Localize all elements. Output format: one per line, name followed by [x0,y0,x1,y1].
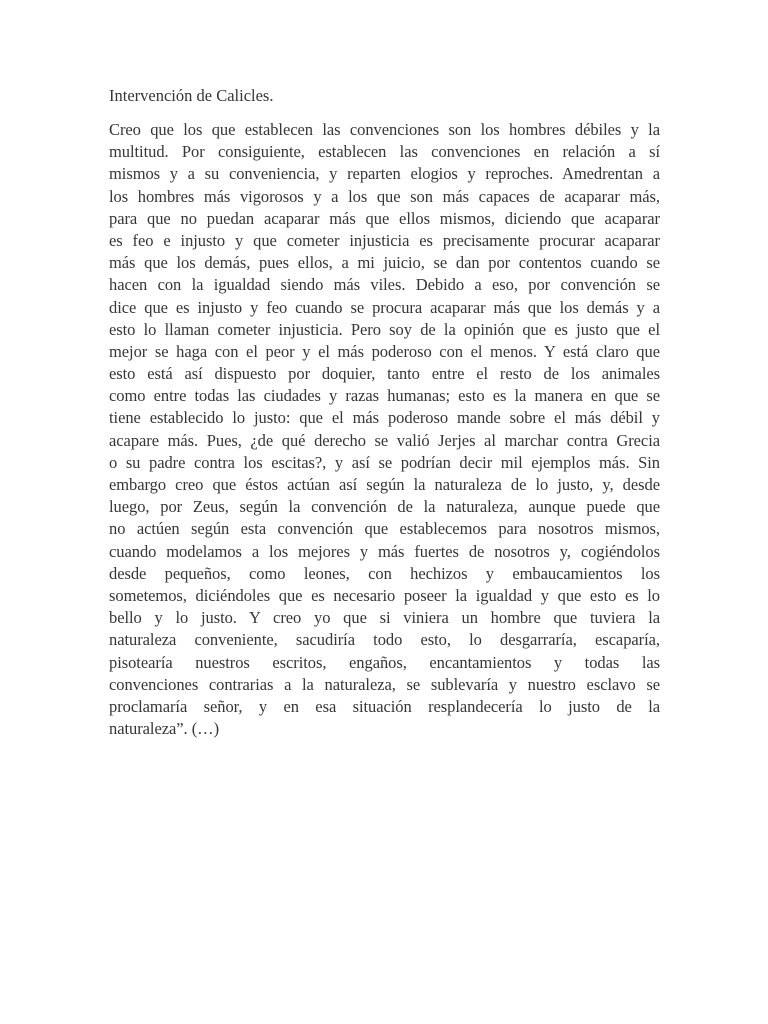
paragraph-line: naturaleza conveniente, sacudiría todo esto, lo desgarraría, escaparía, [109,630,660,650]
paragraph-line: desde pequeños, como leones, con hechizos y embaucamientos los [109,563,660,583]
paragraph-line: proclamaría señor, y en esa situación resplandecería lo justo de la [109,696,660,716]
paragraph-line: es feo e injusto y que cometer injusticia es precisamente procurar acaparar [109,230,660,250]
paragraph-line: los hombres más vigorosos y a los que son más capaces de acaparar más, [109,186,660,206]
paragraph-line: Creo que los que establecen las convenciones son los hombres débiles y la [109,120,660,139]
paragraph-line: esto está así dispuesto por doquier, tanto entre el resto de los animales [109,364,660,384]
paragraph-line: sometemos, diciéndoles que es necesario poseer la igualdad y que esto es lo [109,585,660,605]
paragraph-line: convenciones contrarias a la naturaleza, se sublevaría y nuestro esclavo se [109,674,660,694]
paragraph-line: cuando modelamos a los mejores y más fuertes de nosotros y, cogiéndolos [109,541,660,561]
paragraph-line: mejor se haga con el peor y el más poderoso con el menos. Y está claro que [109,341,660,361]
paragraph-line: dice que es injusto y feo cuando se procura acaparar más que los demás y a [109,297,660,317]
paragraph-body [109,119,660,740]
paragraph-line: o su padre contra los escitas?, y así se podrían decir mil ejemplos más. Sin [109,452,660,472]
paragraph-line: más que los demás, pues ellos, a mi juicio, se dan por contentos cuando se [109,253,660,273]
paragraph-line: hacen con la igualdad siendo más viles. Debido a eso, por convención se [109,275,660,295]
paragraph-line: pisotearía nuestros escritos, engaños, encantamientos y todas las [109,652,660,672]
paragraph-line: mismos y a su conveniencia, y reparten elogios y reproches. Amedrentan a [109,164,660,184]
paragraph-line: como entre todas las ciudades y razas humanas; esto es la manera en que se [109,386,660,406]
paragraph-line: esto lo llaman cometer injusticia. Pero soy de la opinión que es justo que el [109,319,660,339]
section-title: Intervención de Calicles. [109,86,274,105]
paragraph-line: para que no puedan acaparar más que ellos mismos, diciendo que acaparar [109,208,660,228]
paragraph-line: embargo creo que éstos actúan así según la naturaleza de lo justo, y, desde [109,475,660,494]
paragraph-line: multitud. Por consiguiente, establecen las convenciones en relación a sí [109,142,660,162]
paragraph-line: no actúen según esta convención que establecemos para nosotros mismos, [109,519,660,539]
paragraph-line: naturaleza”. (…) [109,719,220,739]
paragraph-line: acapare más. Pues, ¿de qué derecho se valió Jerjes al marchar contra Grecia [109,430,660,450]
paragraph-line: bello y lo justo. Y creo yo que si viniera un hombre que tuviera la [109,608,660,628]
paragraph-line: luego, por Zeus, según la convención de la naturaleza, aunque puede que [109,497,660,517]
paragraph-line: tiene establecido lo justo: que el más poderoso mande sobre el más débil y [109,408,660,428]
